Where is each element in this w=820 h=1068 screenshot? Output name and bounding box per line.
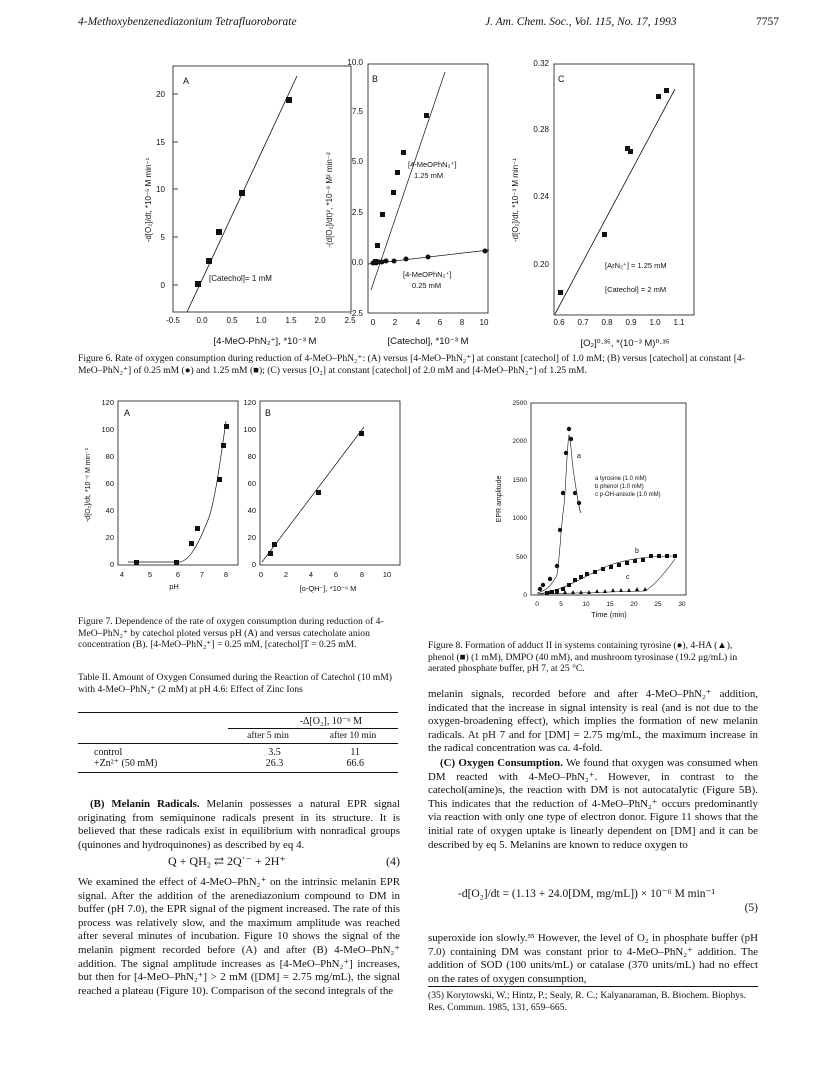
- fig6b-ytick: 5.0: [351, 157, 363, 166]
- fig6c-ytick: 0.32: [533, 59, 549, 68]
- fig7b-xtick: 2: [283, 570, 289, 579]
- fig7b-xtick: 6: [333, 570, 339, 579]
- page-number: 7757: [756, 16, 779, 28]
- fig6c-ytick: 0.20: [533, 260, 549, 269]
- fig6a-ytick: 15: [156, 138, 165, 147]
- fig6b-squares: [373, 113, 429, 264]
- fig6b-ytick: -2.5: [349, 309, 363, 318]
- fig7b-ytick: 20: [247, 533, 256, 542]
- fig6c-xtick: 0.7: [577, 318, 589, 327]
- fig7a-ytick: 0: [109, 560, 114, 569]
- fig7b-xtick: 0: [258, 570, 264, 579]
- fig7b-ytick: 100: [243, 425, 256, 434]
- fig8-xtick: 30: [678, 601, 686, 608]
- fig6c-note: [ArN₂⁺] = 1.25 mM: [605, 261, 667, 270]
- fig6c-xtick: 0.6: [553, 318, 565, 327]
- fig7a-xlabel: pH: [169, 582, 179, 591]
- fig6b-xtick: 0: [370, 318, 376, 327]
- fig6a-xtick: -0.5: [166, 316, 180, 325]
- fig6b-ytick: 2.5: [351, 208, 363, 217]
- fig6a-letter: A: [183, 76, 190, 86]
- fig8-phenol-points: [545, 554, 677, 595]
- fig8-xtick: 25: [654, 601, 662, 608]
- fig8-tyrosine-points: [538, 427, 581, 591]
- running-head-right: J. Am. Chem. Soc., Vol. 115, No. 17, 1993: [485, 16, 677, 28]
- fig6a-xlabel: [4-MeO-PhN₂⁺], *10⁻³ M: [213, 336, 317, 347]
- fig6a-ylabel: -d[O₂]/dt, *10⁻⁵ M min⁻¹: [144, 157, 153, 243]
- fig8-ytick: 1000: [512, 515, 527, 522]
- fig6a-xtick: 2.5: [344, 316, 356, 325]
- fig6b-ytick: 10.0: [347, 58, 363, 67]
- fig6c-note: [Catechol] = 2 mM: [605, 285, 667, 294]
- fig6a-ytick: 0: [160, 281, 165, 290]
- fig8-xtick: 20: [630, 601, 638, 608]
- fig6c-xtick: 1.0: [649, 318, 661, 327]
- fig8-ylabel: EPR amplitude: [496, 475, 503, 523]
- fig6b-note: 0.25 mM: [412, 281, 442, 290]
- fig7b-xtick: 4: [308, 570, 314, 579]
- fig7b-xtick: 10: [382, 570, 392, 579]
- figure-8-caption: Figure 8. Formation of adduct II in systems containing tyrosine (●), 4-HA (▲), phenol (■) (1 mM), DMPO (40 mM), and mushroom tyrosinase (19.2 μg/mL) in aerated phosphate buffer, pH 7, at 25 °C.: [428, 640, 738, 675]
- figure-8: [495, 395, 690, 627]
- fig6c-xtick: 0.9: [625, 318, 637, 327]
- fig6b-note: [4-MeOPhN₂⁺]: [403, 270, 452, 279]
- fig6b-circles: [371, 249, 488, 266]
- fig7a-ytick: 80: [105, 452, 114, 461]
- fig6b-letter: B: [372, 74, 379, 84]
- fig8-xtick: 5: [559, 601, 563, 608]
- fig7b-ytick: 60: [247, 479, 256, 488]
- fig7a-xtick: 6: [175, 570, 181, 579]
- fig8-ytick: 0: [523, 592, 527, 599]
- fig6b-xtick: 6: [437, 318, 443, 327]
- fig8-label-a: a: [577, 453, 581, 460]
- fig7a-letter: A: [124, 408, 131, 418]
- fig8-xtick: 15: [606, 601, 614, 608]
- fig6c-ylabel: -d[O₂]/dt, *10⁻³ M min⁻¹: [511, 157, 520, 243]
- figure-6: [105, 52, 765, 352]
- fig6c-xtick: 1.1: [673, 318, 685, 327]
- fig6c-xlabel: [O₂]⁰·³⁵, *(10⁻³ M)⁰·³⁵: [580, 338, 670, 349]
- fig8-ytick: 2000: [512, 438, 527, 445]
- fig8-legend: c p-OH-anisole (1.0 mM): [595, 492, 661, 498]
- fig6b-ylabel: -(d[O₂]/dt)², *10⁻⁸ M² min⁻²: [325, 152, 334, 248]
- equation-5: -d[O₂]/dt = (1.13 + 24.0[DM, mg/mL]) × 10⁻⁶ M min⁻¹ (5): [458, 888, 758, 914]
- section-oxygen: (C) Oxygen Consumption. We found that oxygen was consumed when DM reacted with 4-MeO–PhN₂⁺. However, in contrast to the catechol(amine)s, the reaction with DM is not autocatalytic (Figure 5B). This indicates that the reduction of 4-MeO–PhN₂⁺ occurs predominantly via reaction with only one type of electron donor. Figure 11 shows that the initial rate of oxygen uptake is linearly dependent on [DM] and it can be described by eq 5. Melanins are known to reduce oxygen to: [428, 757, 759, 851]
- table-row: control 3.5 11: [94, 747, 361, 758]
- fig6b-fit-line: [371, 72, 445, 290]
- figure-7-caption: Figure 7. Dependence of the rate of oxygen consumption during reduction of 4-MeO–PhN₂⁺ by catechol ploted versus pH (A) and versus catecholate anion concentration (B). [4-MeO–PhN₂⁺] = 0.25 mM, [catechol]T = 0.25 mM.: [78, 616, 384, 651]
- fig6c-ytick: 0.28: [533, 125, 549, 134]
- fig8-xtick: 0: [535, 601, 539, 608]
- para-melanin-signals: melanin signals, recorded before and after 4-MeO–PhN₂⁺ addition, indicated that the increase in signal intensity is real (and is not due to the oxygen-broadening effect), which implies the formation of new melanin radicals. At pH 7 and for [DM] = 2.75 mg/mL, the maximum increase in the radical concentration was ca. 4-fold.: [428, 688, 758, 755]
- fig7a-ytick: 40: [105, 506, 114, 515]
- fig6b-xlabel: [Catechol], *10⁻³ M: [387, 336, 469, 347]
- fig7b-ytick: 80: [247, 452, 256, 461]
- figure-6-caption: Figure 6. Rate of oxygen consumption during reduction of 4-MeO–PhN₂⁺: (A) versus [4-MeO–PhN₂⁺] at constant [catechol] of 1.0 mM; (B) versus [catechol] at constant [4-MeO–PhN₂⁺] of 0.25 mM (●) and 1.25 mM (■); (C) versus [O₂] at constant [catechol] of 2.0 mM and [4-MeO–PhN₂⁺] of 1.25 mM.: [78, 353, 745, 376]
- fig7a-ytick: 60: [105, 479, 114, 488]
- table-2: [78, 708, 398, 773]
- fig8-xtick: 10: [582, 601, 590, 608]
- fig6a-xtick: 0.0: [196, 316, 208, 325]
- table-col: after 10 min: [329, 731, 377, 741]
- fig7a-ylabel: -d[O₂]/dt, *10⁻⁶ M min⁻¹: [85, 447, 92, 523]
- table-row: +Zn²⁺ (50 mM) 26.3 66.6: [78, 758, 398, 773]
- para-melanin-epr: We examined the effect of 4-MeO–PhN₂⁺ on the intrinsic melanin EPR signal. After the addition of the arenediazonium compound to DM in buffer (pH 7.0), the EPR signal of the pigment increased. The rate of this process was relatively slow, and the maximum amplitude was reached after several minutes of incubation. Figure 10 shows the signal of the melanin pigment recorded before (A) and after (B) 4-MeO–PhN₂⁺ addition. The signal amplitude increases as [4-MeO–PhN₂⁺] increases, but then for [4-MeO–PhN₂⁺] > 2 mM ([DM] = 2.75 mg/mL), the signal reached a plateau (Figure 10). Comparison of the second integrals of the: [78, 876, 400, 997]
- fig6b-xtick: 2: [392, 318, 398, 327]
- table-head: -Δ[O₂], 10⁻⁶ M: [299, 716, 362, 727]
- fig6a-ytick: 20: [156, 90, 165, 99]
- fig8-label-b: b: [635, 548, 639, 555]
- fig6a-ytick: 10: [156, 185, 165, 194]
- fig6a-xtick: 0.5: [226, 316, 238, 325]
- fig7b-xtick: 8: [359, 570, 365, 579]
- fig7a-xtick: 8: [223, 570, 229, 579]
- fig6b-ytick: 7.5: [351, 107, 363, 116]
- fig6c-fit-line: [555, 89, 675, 314]
- fig6a-xtick: 1.0: [255, 316, 267, 325]
- table-col: after 5 min: [247, 731, 289, 741]
- fig7a-ytick: 120: [101, 398, 114, 407]
- fig6a-xtick: 1.5: [285, 316, 297, 325]
- para-superoxide: superoxide ion slowly.³⁵ However, the level of O₂ in phosphate buffer (pH 7.0) containing DM was constant prior to 4-MeO–PhN₂⁺ addition. The addition of SOD (100 units/mL) or catalase (370 units/mL) had no effect on the rates of oxygen consumption,: [428, 932, 758, 985]
- fig7a-xtick: 5: [147, 570, 153, 579]
- fig7b-ytick: 0: [251, 560, 256, 569]
- fig7a-ytick: 20: [105, 533, 114, 542]
- fig8-ytick: 2500: [512, 400, 527, 407]
- fig7a-xtick: 4: [119, 570, 125, 579]
- fig6b-xtick: 4: [415, 318, 421, 327]
- fig6a-ytick: 5: [160, 233, 165, 242]
- fig8-legend: a tyrosine (1.0 mM): [595, 476, 647, 482]
- section-melanin: (B) Melanin Radicals. Melanin possesses a natural EPR signal originating from semiquinone radicals present in its structure. It is believed that these radicals exist in equilibrium with nonradical groups (quinones and hydroquinones) as described by eq 4.: [78, 798, 400, 851]
- fig8-ytick: 1500: [512, 477, 527, 484]
- fig7b-ytick: 40: [247, 506, 256, 515]
- fig8-legend: b phenol (1.0 mM): [595, 484, 644, 490]
- fig6a-points: [195, 97, 292, 287]
- fig7b-ytick: 120: [243, 398, 256, 407]
- fig7b-xlabel: [o-QH⁻], *10⁻⁶ M: [299, 584, 357, 593]
- table-2-title: Table II. Amount of Oxygen Consumed during the Reaction of Catechol (10 mM) with 4-MeO–PhN₂⁺ (2 mM) at pH 4.6: Effect of Zinc Ions: [78, 672, 392, 695]
- fig6c-letter: C: [558, 74, 565, 84]
- fig8-xlabel: Time (min): [591, 610, 627, 619]
- fig8-ytick: 500: [516, 554, 527, 561]
- fig6a-note: [Catechol]= 1 mM: [209, 274, 272, 283]
- fig6b-ytick: 0.0: [351, 258, 363, 267]
- fig6b-xtick: 8: [459, 318, 465, 327]
- fig6a-xtick: 2.0: [314, 316, 326, 325]
- fig6b-xtick: 10: [479, 318, 489, 327]
- fig7a-ytick: 100: [101, 425, 114, 434]
- fig6c-ytick: 0.24: [533, 192, 549, 201]
- running-head-left: 4-Methoxybenzenediazonium Tetrafluoroborate: [78, 16, 297, 28]
- fig7b-points: [268, 431, 364, 556]
- figure-7: [78, 395, 408, 615]
- fig7a-xtick: 7: [199, 570, 205, 579]
- fig6b-note: 1.25 mM: [414, 171, 444, 180]
- fig7b-letter: B: [265, 408, 272, 418]
- reference-35: (35) Korytowski, W.; Hintz, P.; Sealy, R. C.; Kalyanaraman, B. Biochem. Biophys. Res. Commun. 1985, 131, 659–665.: [428, 990, 747, 1013]
- fig6c-xtick: 0.8: [601, 318, 613, 327]
- fig8-label-c: c: [626, 574, 630, 581]
- fig6b-note: [4-MeOPhN₂⁺]: [408, 160, 457, 169]
